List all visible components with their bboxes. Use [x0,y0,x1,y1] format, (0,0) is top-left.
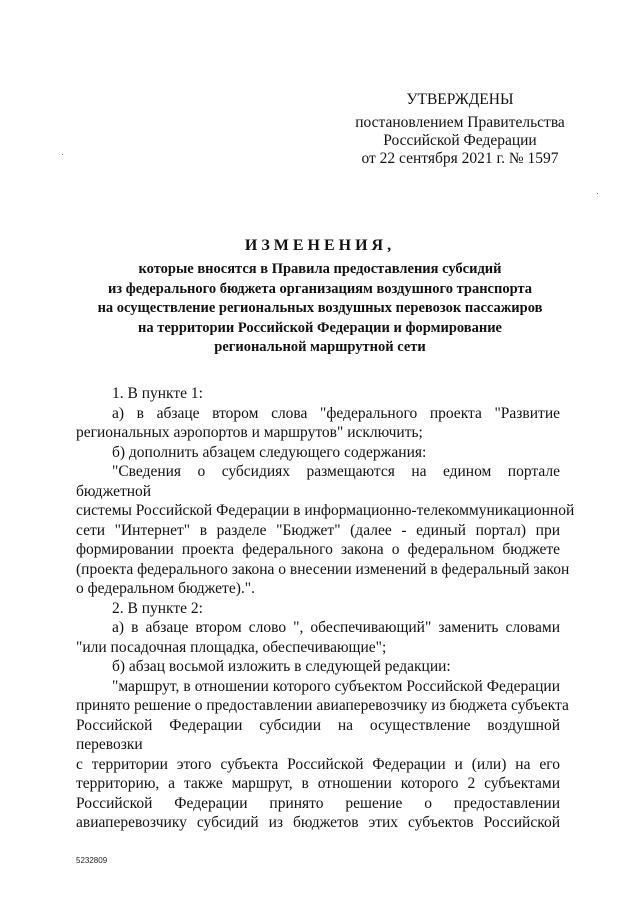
paragraph-line: с территории этого субъекта Российской Федерации и (или) на его [76,755,560,773]
approved-by-line: Российской Федерации [383,132,537,149]
document-body [76,384,575,833]
paragraph-line: Российской Федерации принято решение о предоставлении [76,794,560,812]
subtitle-line: которые вносятся в Правила предоставления субсидий [138,261,502,277]
paragraph-line: "Сведения о субсидиях размещаются на едином портале бюджетной [76,463,560,500]
paragraph-line: "или посадочная площадка, обеспечивающие"; [76,638,387,656]
approved-by-line: постановлением Правительства [355,114,565,131]
subtitle-line: региональной маршрутной сети [214,339,426,355]
subtitle-line: на осуществление региональных воздушных перевозок пассажиров [97,300,543,316]
scan-speck [597,193,598,194]
document-title: ИЗМЕНЕНИЯ, [244,237,396,254]
paragraph-line: системы Российской Федерации в информационно-телекоммуникационной [76,502,575,519]
paragraph-line: территорию, а также маршрут, в отношении которого 2 субъектами [76,775,560,792]
paragraph-line: Российской Федерации субсидии на осуществление воздушной перевозки [76,716,560,753]
paragraph-line: б) абзац восьмой изложить в следующей редакции: [112,658,451,675]
paragraph-line: региональных аэропортов и маршрутов" исключить; [76,424,423,441]
paragraph-line: 2. В пункте 2: [112,599,203,617]
subtitle-line: из федерального бюджета организациям воздушного транспорта [107,280,533,297]
approval-date-number: от 22 сентября 2021 г. № 1597 [361,150,559,167]
approved-label: УТВЕРЖДЕНЫ [406,91,514,108]
paragraph-line: авиаперевозчику субсидий из бюджетов этих субъектов Российской [76,814,560,831]
paragraph-line: (проекта федерального закона о внесении изменений в федеральный закон [76,560,570,578]
paragraph-line: а) в абзаце втором слово ", обеспечивающий" заменить словами [112,619,560,636]
document-code: 5232809 [76,856,108,865]
paragraph-line: б) дополнить абзацем следующего содержания: [112,443,427,461]
paragraph-line: сети "Интернет" в разделе "Бюджет" (далее - единый портал) при [76,521,560,539]
paragraph-line: а) в абзаце втором слова "федерального проекта "Развитие [112,404,560,422]
subtitle-line: на территории Российской Федерации и формирование [138,319,502,336]
paragraph-line: принято решение о предоставлении авиаперевозчику из бюджета субъекта [76,697,569,714]
paragraph-line: 1. В пункте 1: [112,385,203,402]
paragraph-line: о федеральном бюджете).". [76,580,255,597]
paragraph-line: "маршрут, в отношении которого субъектом Российской Федерации [112,677,560,695]
scan-speck [62,154,63,155]
document-subtitle [60,260,580,358]
paragraph-line: формировании проекта федерального закона о федеральном бюджете [76,541,560,558]
